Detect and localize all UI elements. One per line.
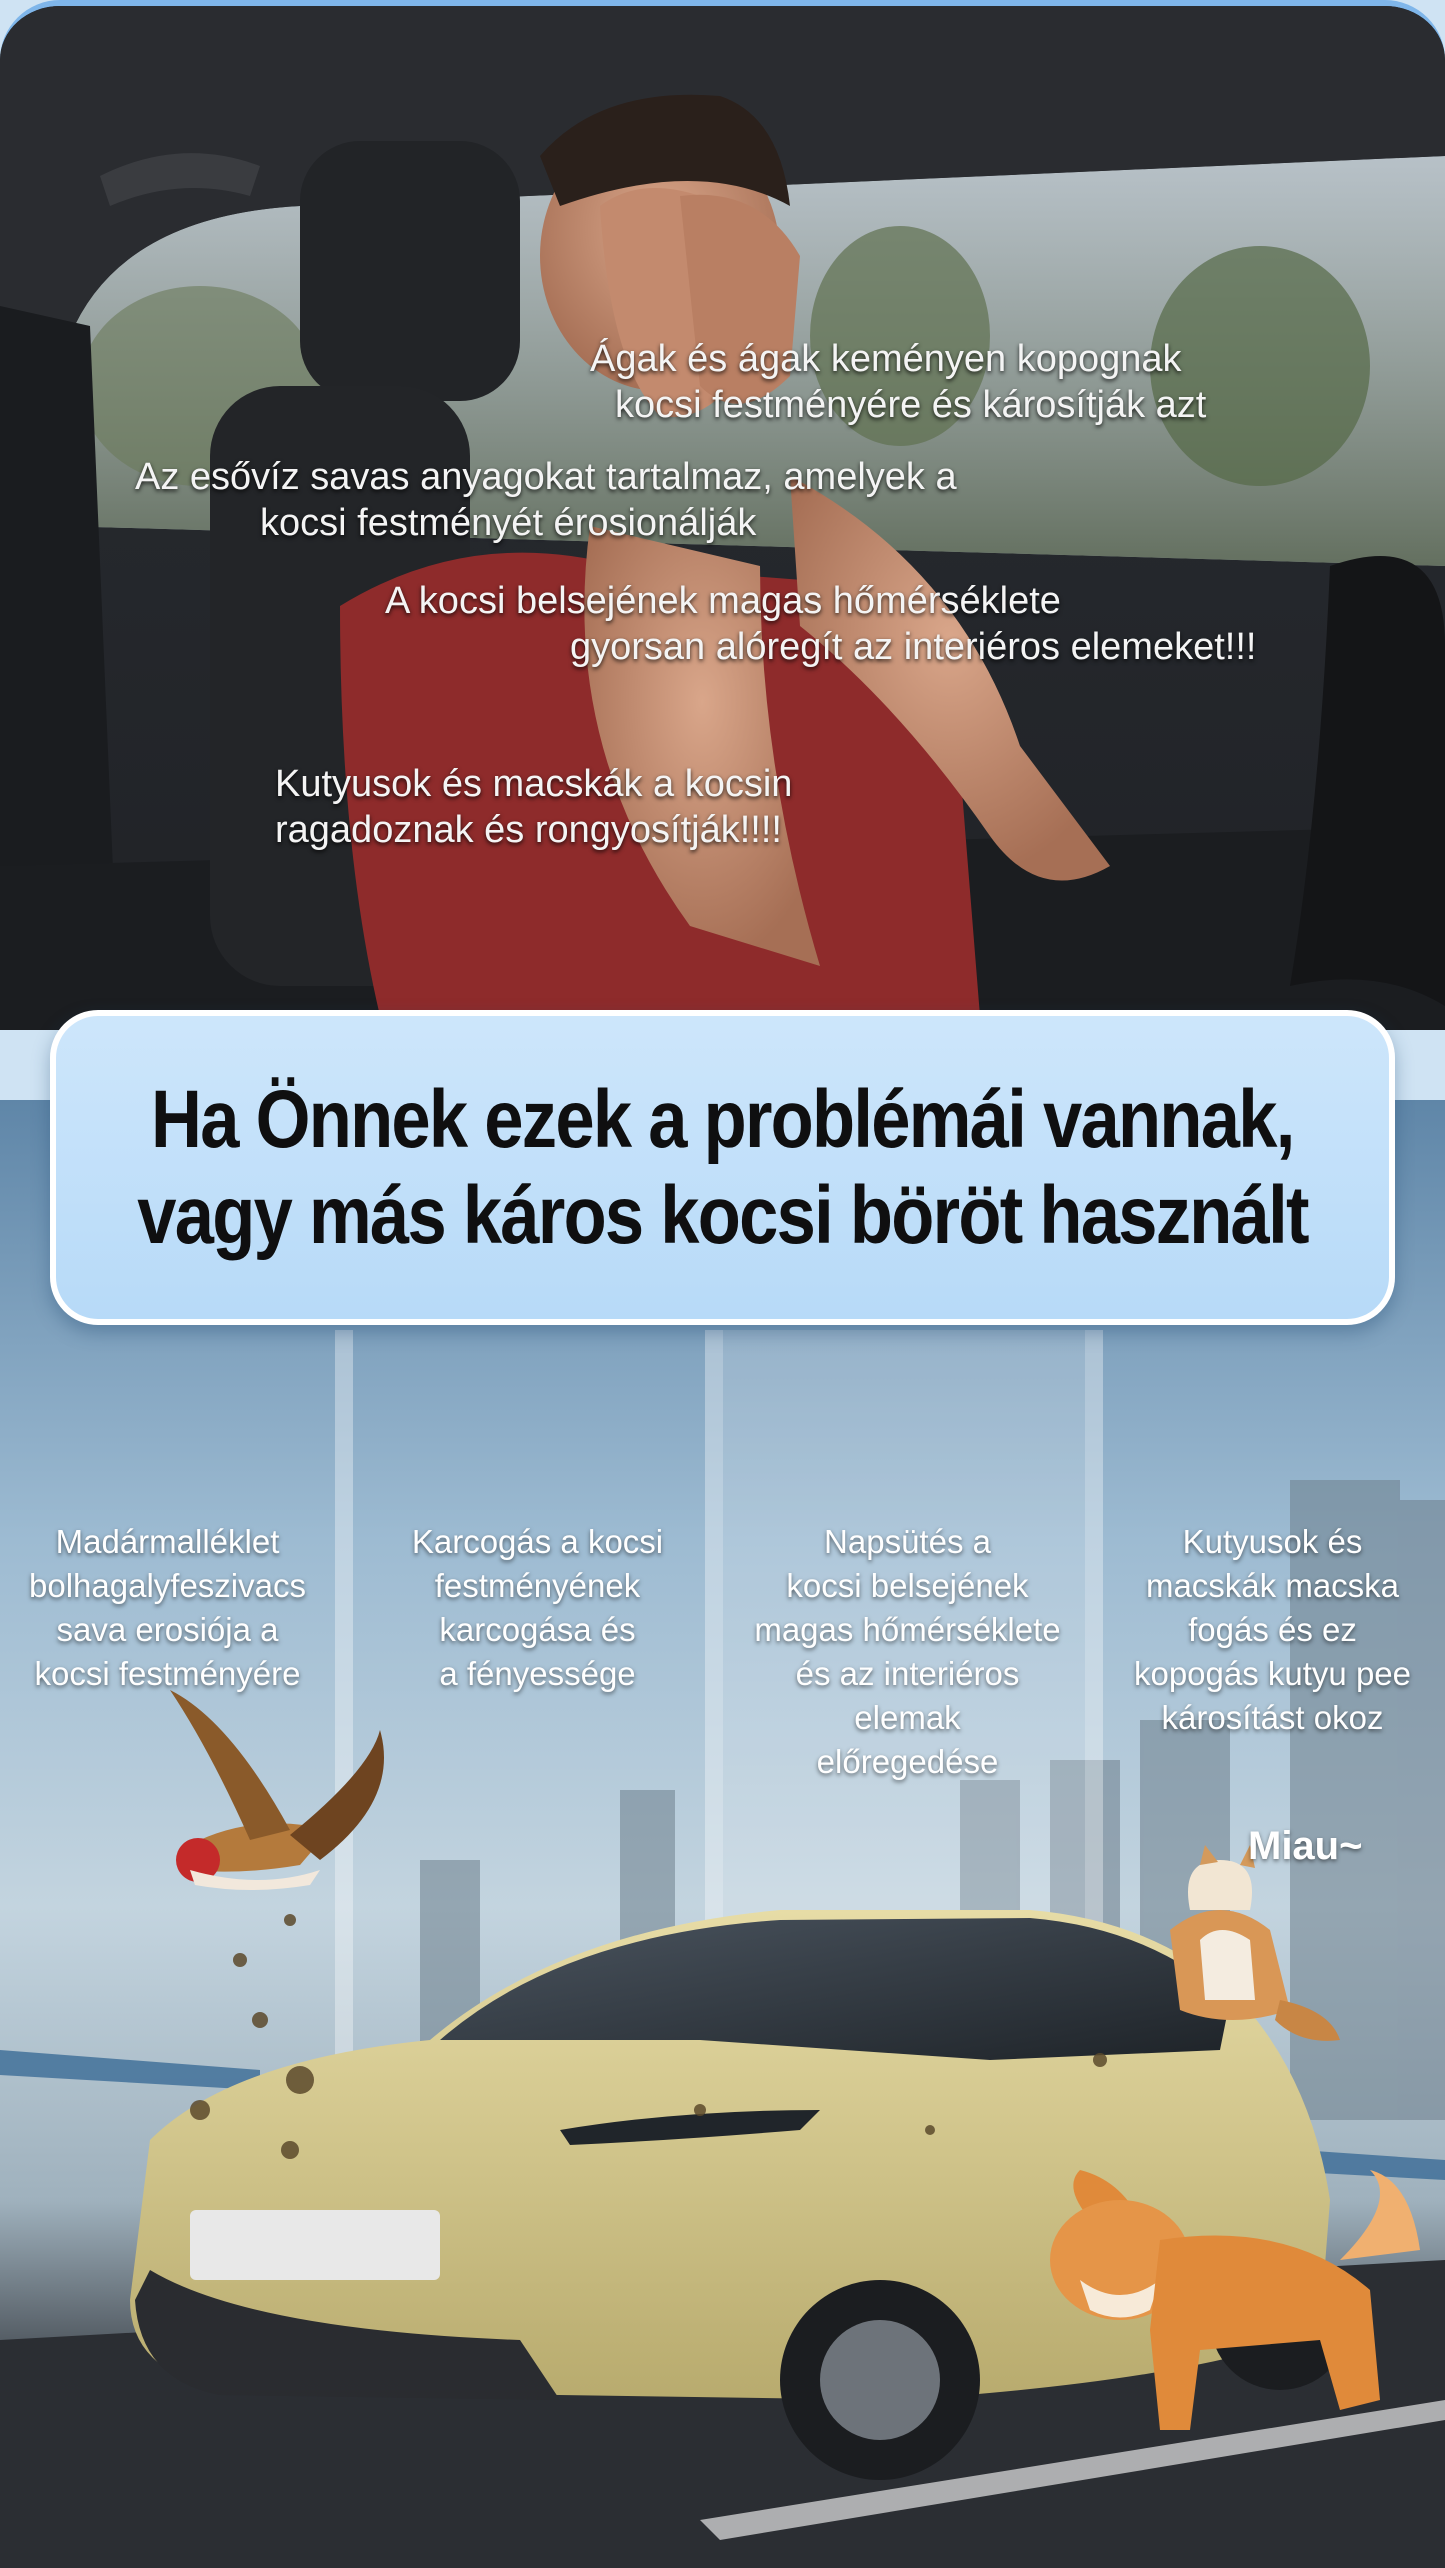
caption-branches bbox=[590, 336, 1206, 428]
caption-line: ragadoznak és rongyosítják!!!! bbox=[275, 809, 782, 851]
caption-line: Kutyusok és macskák a kocsin bbox=[275, 763, 793, 805]
panel-caption-pets bbox=[1100, 1520, 1445, 1740]
panel-line: bolhagalyfeszivacs bbox=[29, 1567, 306, 1604]
panel-line: és az interiéros elemak bbox=[795, 1655, 1020, 1736]
headline-line-2: vagy más káros kocsi böröt használt bbox=[137, 1169, 1308, 1261]
caption-line: A kocsi belsejének magas hőmérséklete bbox=[385, 580, 1061, 622]
panel-line: karcogása és bbox=[439, 1611, 636, 1648]
panel-line: macskák macska bbox=[1145, 1567, 1400, 1604]
cat-speech: Miau~ bbox=[1248, 1824, 1363, 1868]
caption-heat bbox=[385, 578, 1256, 670]
panel-line: festményének bbox=[434, 1567, 641, 1604]
panel-line: sava erosiója a bbox=[56, 1611, 279, 1648]
caption-line: kocsi festményét érosionálják bbox=[260, 502, 757, 544]
panel-line: kocsi festményére bbox=[34, 1655, 301, 1692]
headline-line-1: Ha Önnek ezek a problémái vannak, bbox=[151, 1073, 1294, 1165]
panel-line: fogás és ez bbox=[1188, 1611, 1357, 1648]
panel-line: kocsi belsejének bbox=[786, 1567, 1029, 1604]
caption-acid-rain bbox=[135, 454, 957, 546]
caption-line: Az esővíz savas anyagokat tartalmaz, amelyek a bbox=[135, 456, 957, 498]
panel-line: Kutyusok és bbox=[1182, 1523, 1363, 1560]
panel-line: Napsütés a bbox=[824, 1523, 991, 1560]
panel-line: Karcogás a kocsi bbox=[411, 1523, 664, 1560]
panel-line: a fényessége bbox=[439, 1655, 636, 1692]
panel-line: kopogás kutyu pee bbox=[1133, 1655, 1412, 1692]
caption-pets bbox=[275, 761, 792, 853]
caption-line: gyorsan alóregít az interiéros elemeket!!! bbox=[570, 626, 1257, 668]
caption-line: kocsi festményére és károsítják azt bbox=[615, 384, 1207, 426]
panel-caption-sun-heat bbox=[740, 1520, 1075, 1784]
panel-line: magas hőmérséklete bbox=[754, 1611, 1061, 1648]
panel-line: Madármalléklet bbox=[55, 1523, 280, 1560]
caption-line: Ágak és ágak keményen kopognak bbox=[590, 338, 1182, 380]
panel-caption-bird-droppings bbox=[0, 1520, 335, 1696]
panel-line: károsítást okoz bbox=[1161, 1699, 1384, 1736]
driver-photo bbox=[0, 0, 1445, 1030]
panel-caption-scratches bbox=[370, 1520, 705, 1696]
panel-line: előregedése bbox=[816, 1743, 999, 1780]
headline-banner bbox=[50, 1010, 1395, 1325]
